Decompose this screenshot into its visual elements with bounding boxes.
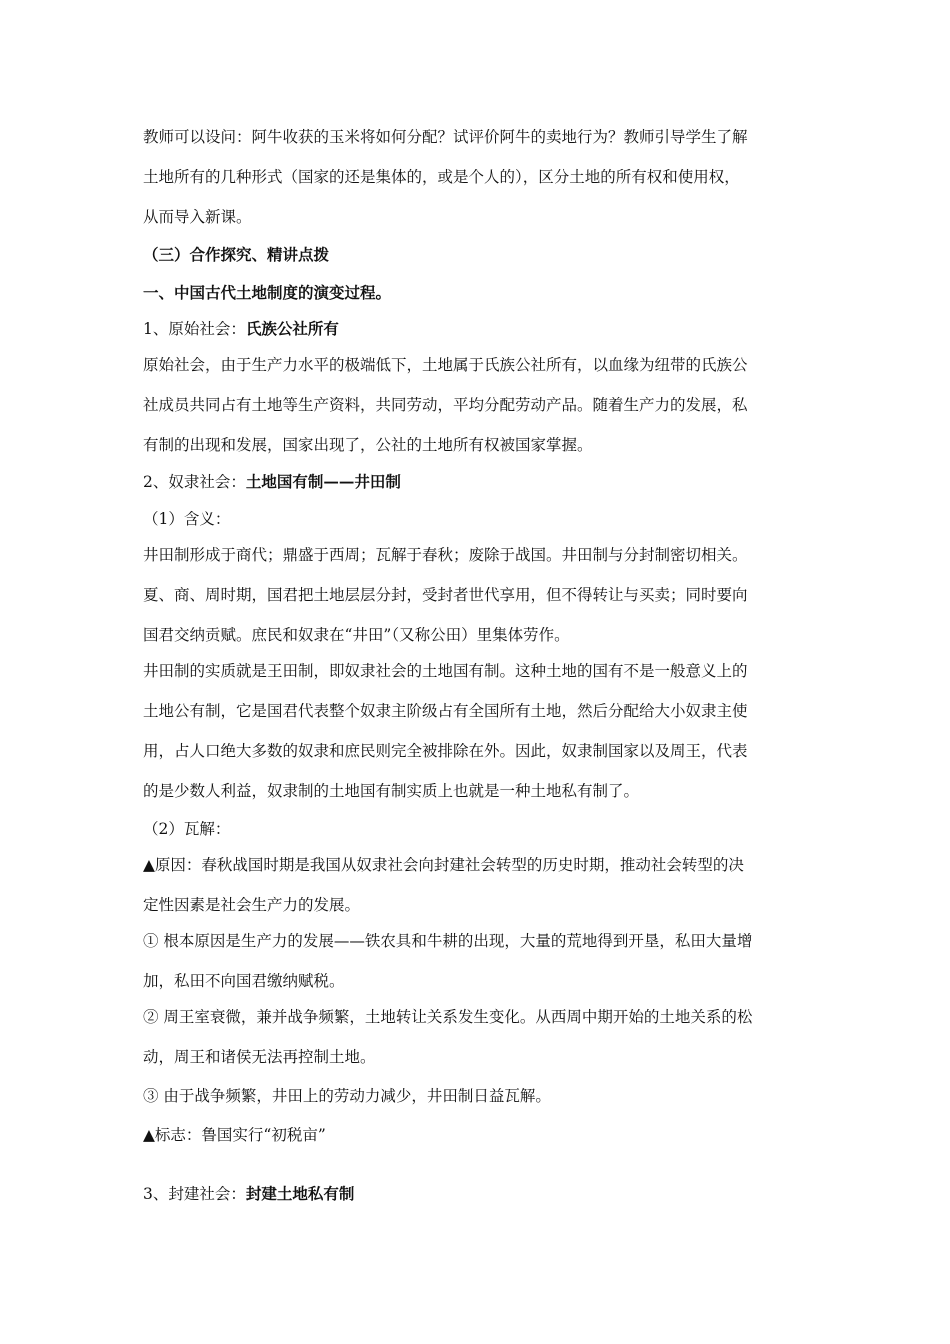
paragraph-line: 动，周王和诸侯无法再控制土地。 [143, 1048, 376, 1066]
paragraph-line: 夏、商、周时期，国君把土地层层分封，受封者世代享用，但不得转让与买卖；同时要向 [143, 586, 748, 604]
subsection-title: 封建土地私有制 [245, 1184, 355, 1203]
subsection-title: 氏族公社所有 [245, 319, 339, 338]
subsection-heading [143, 319, 339, 339]
subsection-title: 土地国有制——井田制 [245, 472, 401, 491]
paragraph-line: 国君交纳贡赋。庶民和奴隶在“井田”（又称公田）里集体劳作。 [143, 626, 570, 644]
paragraph-line: 井田制形成于商代；鼎盛于西周；瓦解于春秋；废除于战国。井田制与分封制密切相关。 [143, 546, 748, 564]
subsection-prefix: 1、原始社会： [143, 320, 246, 338]
paragraph-line: 教师可以设问：阿牛收获的玉米将如何分配？试评价阿牛的卖地行为？教师引导学生了解 [143, 128, 748, 146]
paragraph-line: 有制的出现和发展，国家出现了，公社的土地所有权被国家掌握。 [143, 436, 593, 454]
paragraph-line: 定性因素是社会生产力的发展。 [143, 896, 361, 914]
paragraph-line: 原始社会，由于生产力水平的极端低下，土地属于氏族公社所有，以血缘为纽带的氏族公 [143, 356, 748, 374]
paragraph-line: 土地所有的几种形式（国家的还是集体的，或是个人的），区分土地的所有权和使用权， [143, 168, 740, 186]
section-heading: （三）合作探究、精讲点拨 [143, 245, 330, 264]
paragraph-line: ▲标志：鲁国实行“初税亩” [143, 1126, 326, 1144]
paragraph-line: 从而导入新课。 [143, 208, 252, 226]
subsection-prefix: 2、奴隶社会： [143, 473, 246, 491]
paragraph-line: ① 根本原因是生产力的发展——铁农具和牛耕的出现，大量的荒地得到开垦，私田大量增 [143, 932, 753, 950]
subsection-heading [143, 1184, 354, 1204]
paragraph-line: 用，占人口绝大多数的奴隶和庶民则完全被排除在外。因此，奴隶制国家以及周王，代表 [143, 742, 748, 760]
paragraph-line: ② 周王室衰微，兼并战争频繁，土地转让关系发生变化。从西周中期开始的土地关系的松 [143, 1008, 753, 1026]
item-heading: （1）含义： [143, 510, 231, 528]
paragraph-line: 社成员共同占有土地等生产资料，共同劳动，平均分配劳动产品。随着生产力的发展，私 [143, 396, 748, 414]
subsection-heading [143, 472, 401, 492]
paragraph-line: ③ 由于战争频繁，井田上的劳动力减少，井田制日益瓦解。 [143, 1087, 551, 1105]
section-heading: 一、中国古代土地制度的演变过程。 [143, 283, 392, 302]
paragraph-line: ▲原因：春秋战国时期是我国从奴隶社会向封建社会转型的历史时期，推动社会转型的决 [143, 856, 744, 874]
subsection-prefix: 3、封建社会： [143, 1185, 246, 1203]
paragraph-line: 土地公有制，它是国君代表整个奴隶主阶级占有全国所有土地，然后分配给大小奴隶主使 [143, 702, 748, 720]
item-heading: （2）瓦解： [143, 820, 231, 838]
paragraph-line: 加，私田不向国君缴纳赋税。 [143, 972, 345, 990]
paragraph-line: 的是少数人利益，奴隶制的土地国有制实质上也就是一种土地私有制了。 [143, 782, 640, 800]
paragraph-line: 井田制的实质就是王田制，即奴隶社会的土地国有制。这种土地的国有不是一般意义上的 [143, 662, 748, 680]
